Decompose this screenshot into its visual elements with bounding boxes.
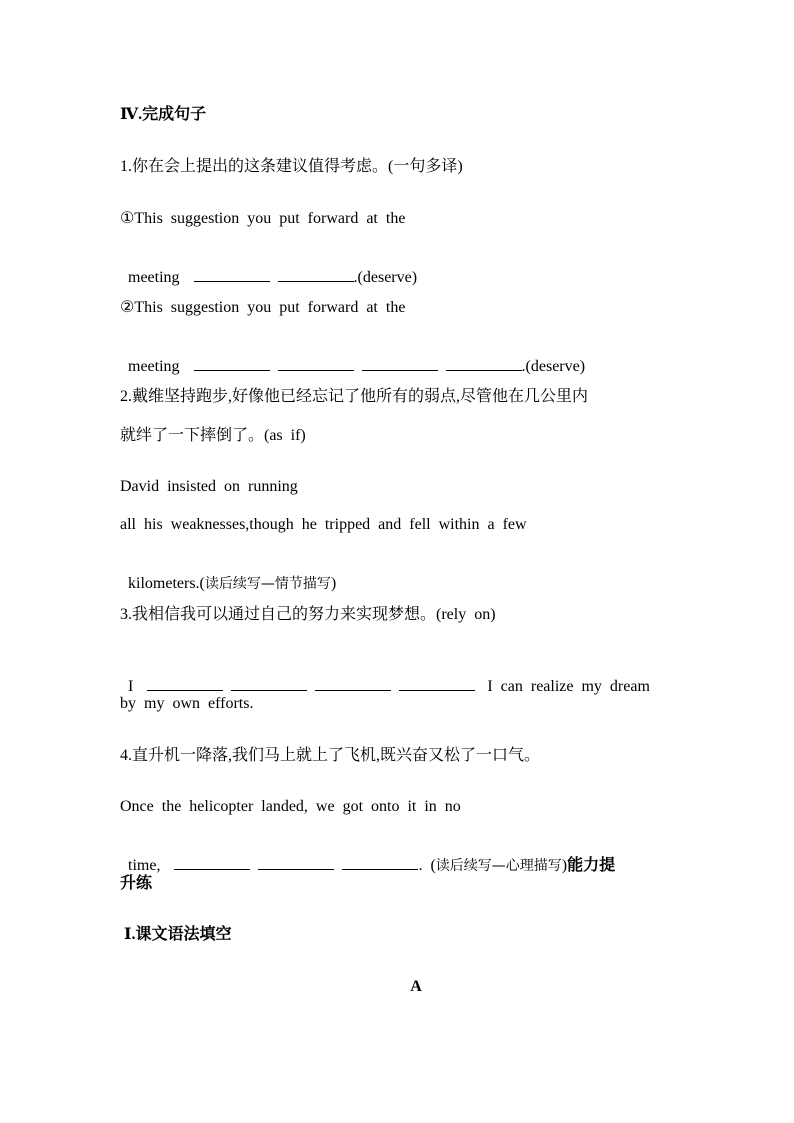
q3-line1 xyxy=(120,656,650,697)
answer-blank[interactable] xyxy=(147,676,223,691)
q1-option1-line1: ①This suggestion you put forward at the xyxy=(120,210,406,227)
q4-close-paren: ) xyxy=(561,857,568,874)
q3-prompt: 3.我相信我可以通过自己的努力来实现梦想。(rely on) xyxy=(120,606,496,623)
ability-section-heading-wrap: 升练 xyxy=(120,875,153,892)
q1-option1-line2 xyxy=(120,247,417,288)
q1-option1-hint: .(deserve) xyxy=(353,269,418,286)
answer-blank[interactable] xyxy=(194,267,270,282)
section-1-title: Ⅰ.课文语法填空 xyxy=(124,926,232,943)
q4-prompt: 4.直升机一降落,我们马上就上了飞机,既兴奋又松了一口气。 xyxy=(120,747,541,764)
q4-note: 读后续写—心理描写 xyxy=(435,858,562,874)
q1-option2-line2 xyxy=(120,336,585,377)
passage-label: A xyxy=(410,978,422,995)
section-4-title: Ⅳ.完成句子 xyxy=(120,106,207,123)
answer-blank[interactable] xyxy=(315,676,391,691)
q1-option2-line1: ②This suggestion you put forward at the xyxy=(120,299,406,316)
q2-english-line3 xyxy=(120,554,336,594)
q4-start: time, xyxy=(128,857,161,874)
q3-line2: by my own efforts. xyxy=(120,695,254,712)
q2-note: 读后续写—情节描写 xyxy=(204,576,331,592)
q4-end: . ( xyxy=(418,857,436,874)
q1-option1-word: meeting xyxy=(128,269,180,286)
answer-blank[interactable] xyxy=(174,855,250,870)
answer-blank[interactable] xyxy=(399,676,475,691)
ability-section-heading: 能力提 xyxy=(567,857,616,874)
answer-blank[interactable] xyxy=(362,356,438,371)
q2-english-text: kilometers.( xyxy=(128,575,205,592)
q2-prompt-line1: 2.戴维坚持跑步,好像他已经忘记了他所有的弱点,尽管他在几公里内 xyxy=(120,388,589,405)
q2-english-line1: David insisted on running xyxy=(120,478,298,495)
q3-end: I can realize my dream xyxy=(487,678,650,695)
answer-blank[interactable] xyxy=(342,855,418,870)
q2-english-line2: all his weaknesses,though he tripped and fell within a few xyxy=(120,516,527,533)
answer-blank[interactable] xyxy=(194,356,270,371)
q4-english-line2 xyxy=(120,835,615,876)
q1-prompt: 1.你在会上提出的这条建议值得考虑。(一句多译) xyxy=(120,158,463,175)
q1-option2-hint: .(deserve) xyxy=(521,358,586,375)
q2-prompt-line2: 就绊了一下摔倒了。(as if) xyxy=(120,427,306,444)
q1-option2-word: meeting xyxy=(128,358,180,375)
answer-blank[interactable] xyxy=(278,267,354,282)
q4-english-line1: Once the helicopter landed, we got onto it in no xyxy=(120,798,461,815)
q2-close-paren: ) xyxy=(330,575,337,592)
q3-start: I xyxy=(128,678,134,695)
answer-blank[interactable] xyxy=(278,356,354,371)
answer-blank[interactable] xyxy=(258,855,334,870)
answer-blank[interactable] xyxy=(446,356,522,371)
answer-blank[interactable] xyxy=(231,676,307,691)
